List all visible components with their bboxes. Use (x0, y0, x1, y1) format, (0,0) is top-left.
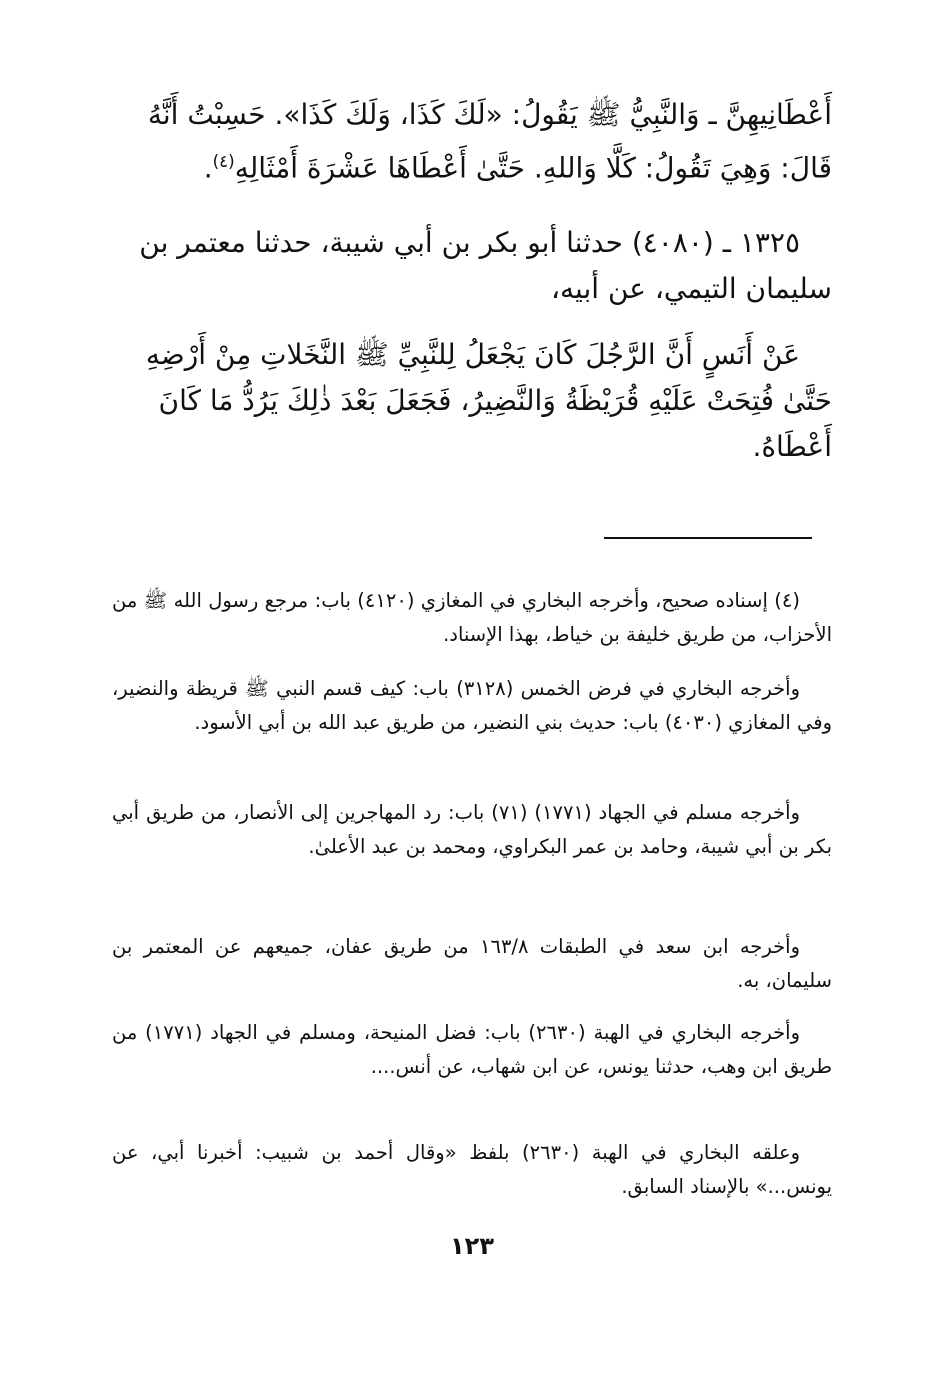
footnote-4: وأخرجه ابن سعد في الطبقات ١٦٣/٨ من طريق عفان، جميعهم عن المعتمر بن سليمان، به. (112, 935, 832, 992)
footnote-3: وأخرجه مسلم في الجهاد (١٧٧١) (٧١) باب: رد المهاجرين إلى الأنصار، من طريق أبي بكر بن أبي شيبة، وحامد بن عمر البكراوي، ومحمد بن عبد الأعلىٰ. (112, 801, 832, 858)
footnote-6: وعلقه البخاري في الهبة (٢٦٣٠) بلفظ «وقال أحمد بن شبيب: أخبرنا أبي، عن يونس...» بالإسناد السابق. (112, 1141, 832, 1198)
main-paragraph-1-end: . (203, 151, 213, 185)
main-paragraph-1-text: أَعْطَانِيهِنَّ ـ وَالنَّبِيُّ ﷺ يَقُولُ: «لَكَ كَذَا، وَلَكَ كَذَا». حَسِبْتُ أَنَّهُ قَالَ: وَهِيَ تَقُولُ: كَلَّا وَاللهِ. حَتَّىٰ أَعْطَاهَا عَشْرَةَ أَمْثَالِهِ (147, 98, 832, 185)
page-number: ١٢٣ (450, 1232, 494, 1260)
footnote-5: وأخرجه البخاري في الهبة (٢٦٣٠) باب: فضل المنيحة، ومسلم في الجهاد (١٧٧١) من طريق ابن وهب، حدثنا يونس، عن ابن شهاب، عن أنس.... (112, 1021, 832, 1078)
footnote-1: (٤) إسناده صحيح، وأخرجه البخاري في المغازي (٤١٢٠) باب: مرجع رسول الله ﷺ من الأحزاب، من طريق خليفة بن خياط، بهذا الإسناد. (112, 589, 832, 646)
footnote-2: وأخرجه البخاري في فرض الخمس (٣١٢٨) باب: كيف قسم النبي ﷺ قريظة والنضير، وفي المغازي (٤٠٣٠) باب: حديث بني النضير، من طريق عبد الله بن أبي الأسود. (112, 677, 832, 734)
hadith-text-paragraph: عَنْ أَنَسٍ أَنَّ الرَّجُلَ كَانَ يَجْعَلُ لِلنَّبِيِّ ﷺ النَّخَلاتِ مِنْ أَرْضِهِ حَتَّىٰ فُتِحَتْ عَلَيْهِ قُرَيْظَةُ وَالنَّضِيرُ، فَجَعَلَ بَعْدَ ذٰلِكَ يَرُدُّ مَا كَانَ أَعْطَاهُ. (145, 338, 832, 463)
hadith-chain-paragraph: ١٣٢٥ ـ (٤٠٨٠) حدثنا أبو بكر بن أبي شيبة، حدثنا معتمر بن سليمان التيمي، عن أبيه، (139, 226, 832, 305)
footnotes (112, 0, 832, 1379)
footnote-reference[interactable]: (٤) (212, 151, 235, 171)
